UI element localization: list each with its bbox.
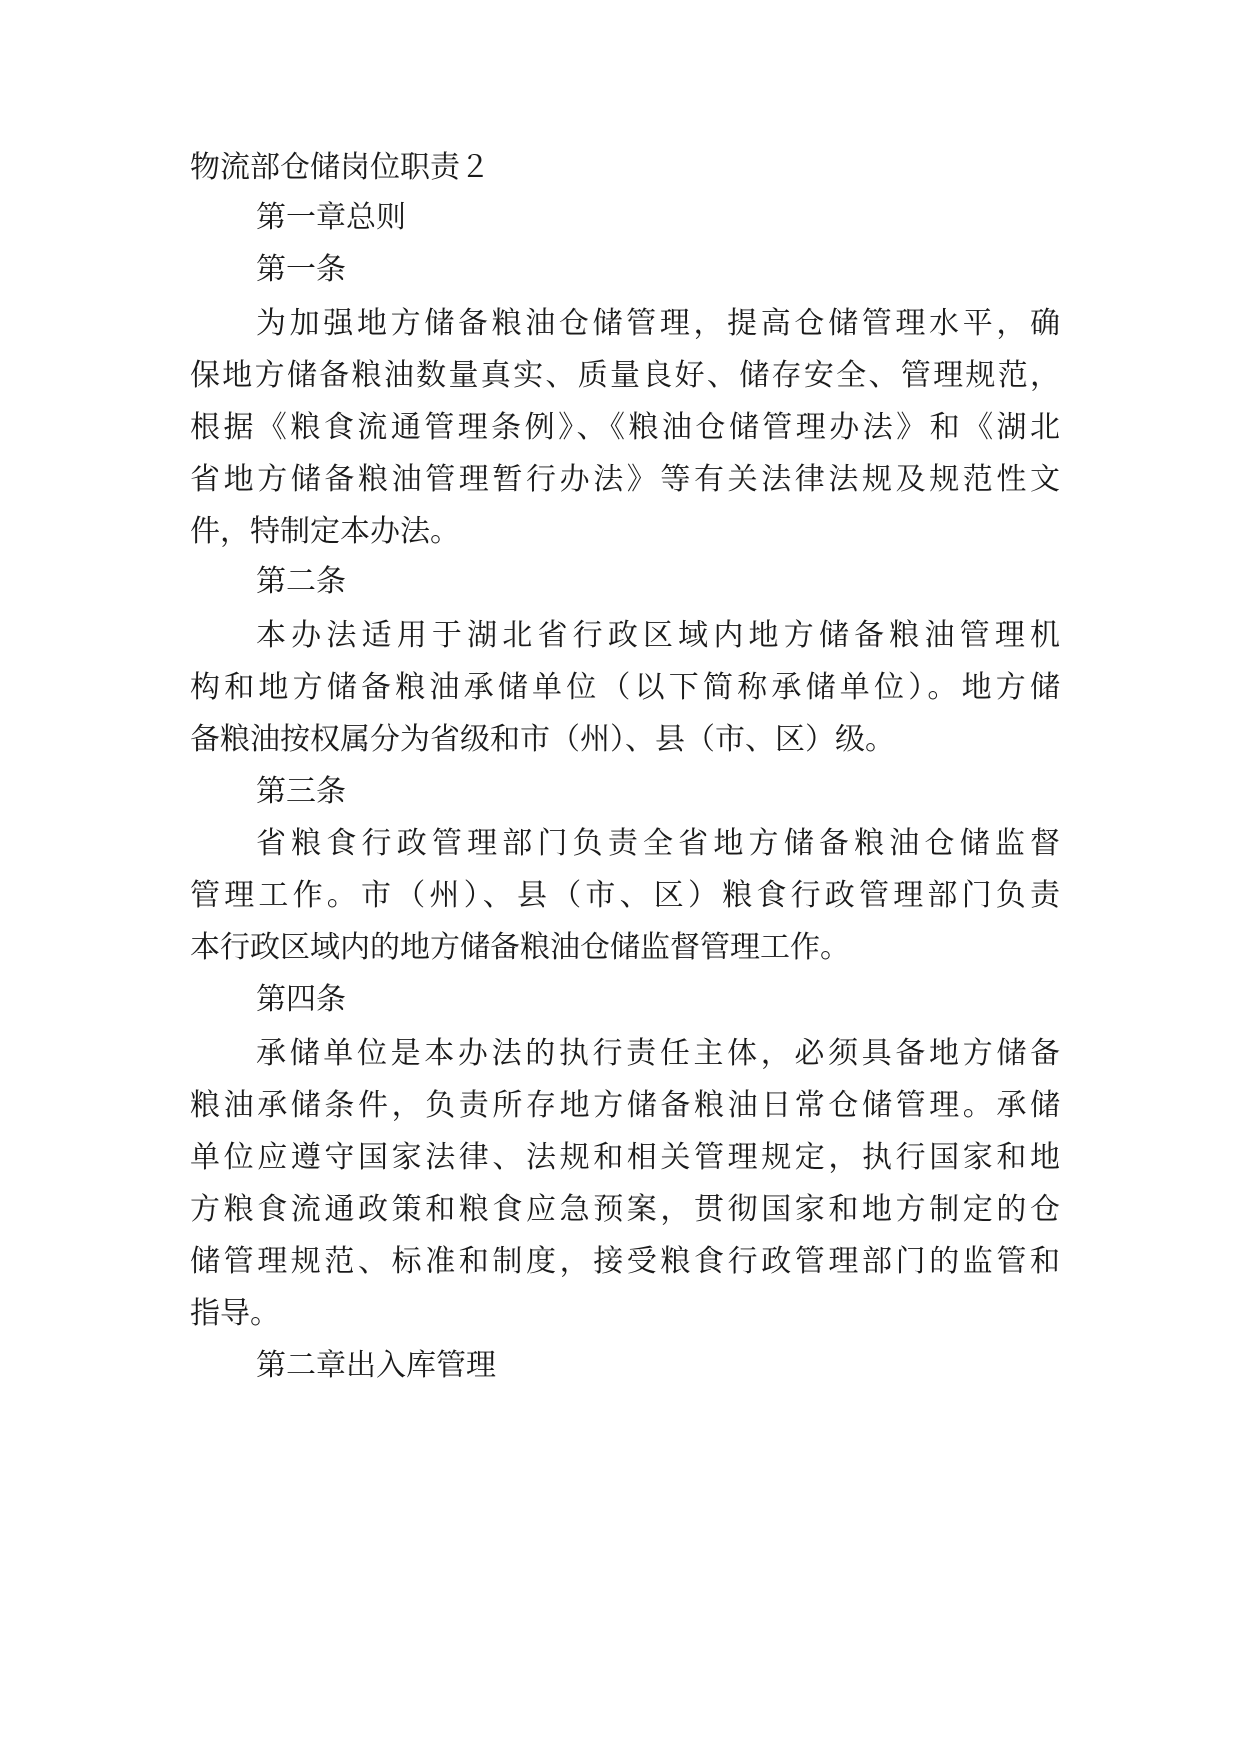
paragraph-line: 构和地方储备粮油承储单位（以下简称承储单位）。地方储 [190, 670, 1060, 705]
paragraph-line: 备粮油按权属分为省级和市（州）、县（市、区）级。 [190, 722, 895, 757]
paragraph-line: 省地方储备粮油管理暂行办法》等有关法律法规及规范性文 [190, 462, 1060, 497]
paragraph-line: 省粮食行政管理部门负责全省地方储备粮油仓储监督 [256, 826, 1060, 861]
paragraph-line: 本行政区域内的地方储备粮油仓储监督管理工作。 [190, 930, 850, 965]
paragraph-line: 承储单位是本办法的执行责任主体，必须具备地方储备 [256, 1036, 1060, 1071]
article-heading-3: 第三条 [256, 774, 346, 809]
article-heading-1: 第一条 [256, 252, 346, 287]
paragraph-line: 单位应遵守国家法律、法规和相关管理规定，执行国家和地 [190, 1140, 1060, 1175]
chapter-heading-2: 第二章出入库管理 [256, 1348, 496, 1383]
article-heading-2: 第二条 [256, 564, 346, 599]
article-heading-4: 第四条 [256, 982, 346, 1017]
document-title: 物流部仓储岗位职责２ [190, 150, 490, 185]
paragraph-line: 储管理规范、标准和制度，接受粮食行政管理部门的监管和 [190, 1244, 1060, 1279]
paragraph-line: 保地方储备粮油数量真实、质量良好、储存安全、管理规范， [190, 358, 1060, 393]
chapter-heading-1: 第一章总则 [256, 200, 406, 235]
paragraph-line: 管理工作。市（州）、县（市、区）粮食行政管理部门负责 [190, 878, 1060, 913]
paragraph-line: 方粮食流通政策和粮食应急预案，贯彻国家和地方制定的仓 [190, 1192, 1060, 1227]
paragraph-line: 粮油承储条件，负责所存地方储备粮油日常仓储管理。承储 [190, 1088, 1060, 1123]
paragraph-line: 本办法适用于湖北省行政区域内地方储备粮油管理机 [256, 618, 1060, 653]
paragraph-line: 件，特制定本办法。 [190, 514, 460, 549]
paragraph-line: 为加强地方储备粮油仓储管理，提高仓储管理水平，确 [256, 306, 1060, 341]
paragraph-line: 指导。 [190, 1296, 280, 1331]
paragraph-line: 根据《粮食流通管理条例》、《粮油仓储管理办法》和《湖北 [190, 410, 1060, 445]
